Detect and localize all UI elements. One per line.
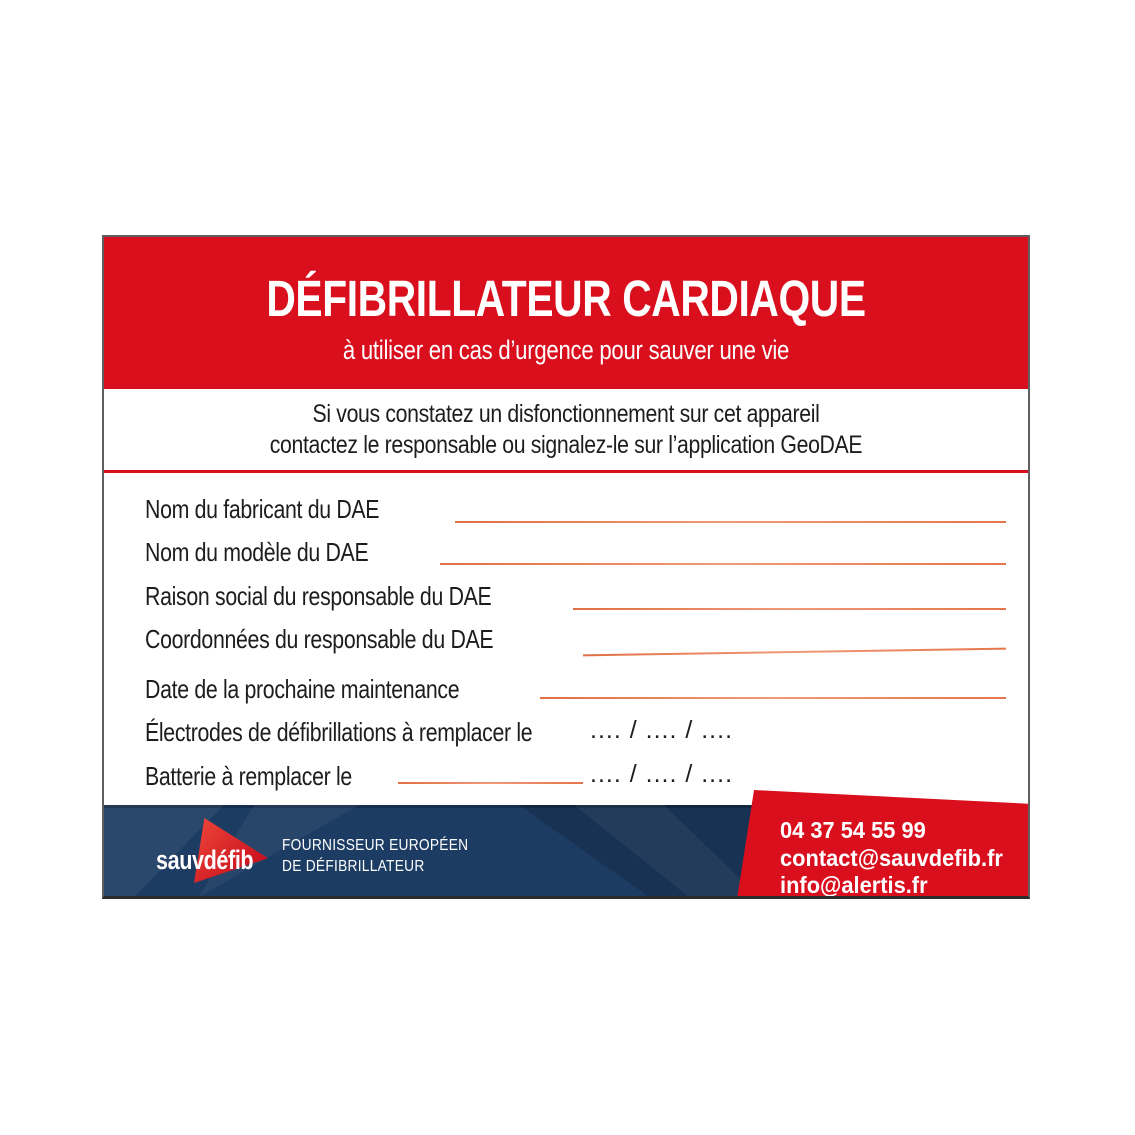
red-divider xyxy=(104,470,1028,473)
label-next-maintenance-date: Date de la prochaine maintenance xyxy=(145,674,460,704)
footer-tagline xyxy=(282,835,468,877)
date-dots-battery: .... / .... / .... xyxy=(590,760,734,788)
contact-info xyxy=(780,817,1003,899)
contact-email-primary: contact@sauvdefib.fr xyxy=(780,844,1003,871)
blank-line-manufacturer-name xyxy=(455,521,1006,523)
tagline-line-1: FOURNISSEUR EUROPÉEN xyxy=(282,837,469,854)
label-responsible-company: Raison social du responsable du DAE xyxy=(145,581,492,611)
notice-line-1: Si vous constatez un disfonctionnement sur cet appareil xyxy=(312,399,820,428)
defibrillator-info-card xyxy=(102,235,1030,899)
label-model-name: Nom du modèle du DAE xyxy=(145,537,369,567)
label-manufacturer-name: Nom du fabricant du DAE xyxy=(145,494,380,524)
label-electrodes-replace-date: Électrodes de défibrillations à remplacer le xyxy=(145,717,533,747)
notice-line-2: contactez le responsable ou signalez-le sur l’application GeoDAE xyxy=(269,430,863,459)
blank-line-responsible-contact xyxy=(583,648,1006,657)
card-header xyxy=(104,237,1028,389)
tagline-line-2: DE DÉFIBRILLATEUR xyxy=(282,858,425,875)
blank-line-model-name xyxy=(440,563,1006,565)
label-responsible-contact: Coordonnées du responsable du DAE xyxy=(145,624,494,654)
malfunction-notice xyxy=(173,389,958,470)
blank-line-battery xyxy=(398,782,583,784)
blank-line-next-maintenance-date xyxy=(540,697,1006,699)
contact-phone: 04 37 54 55 99 xyxy=(780,817,926,843)
card-title: DÉFIBRILLATEUR CARDIAQUE xyxy=(266,270,866,327)
date-dots-electrodes: .... / .... / .... xyxy=(590,716,734,744)
label-battery-replace-date: Batterie à remplacer le xyxy=(145,761,352,791)
blank-line-responsible-company xyxy=(573,608,1006,610)
sauvdefib-logo-text: sauvdéfib xyxy=(156,845,254,875)
contact-email-secondary: info@alertis.fr xyxy=(780,872,928,898)
card-subtitle: à utiliser en cas d’urgence pour sauver une vie xyxy=(342,335,790,365)
